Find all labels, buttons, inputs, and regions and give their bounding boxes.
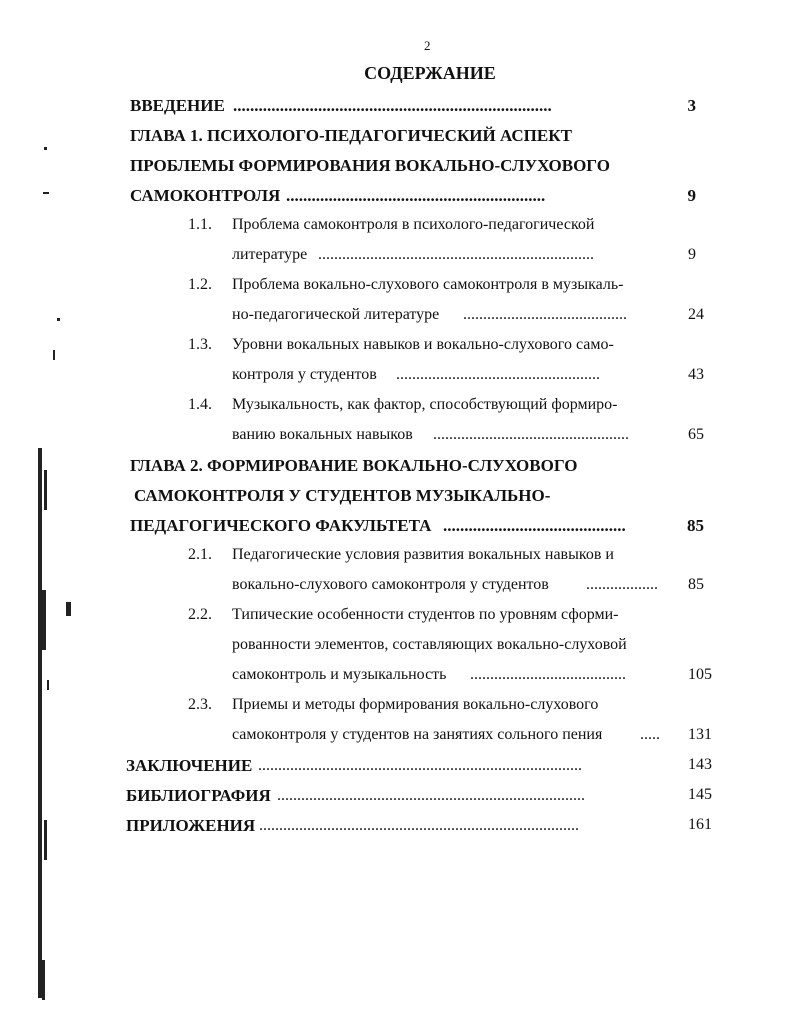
toc-chapter1-title-line1: ГЛАВА 1. ПСИХОЛОГО-ПЕДАГОГИЧЕСКИЙ АСПЕКТ: [130, 126, 572, 145]
toc-bibliography-page: 145: [688, 786, 712, 803]
toc-section-line1: Музыкальность, как фактор, способствующий формиро-: [232, 396, 618, 413]
toc-section-number: 1.3.: [188, 336, 212, 353]
toc-leader-dots: ...........................................................................: [233, 96, 552, 115]
toc-appendices-label: ПРИЛОЖЕНИЯ: [126, 816, 256, 835]
toc-section-page: 131: [688, 726, 712, 743]
scan-edge-artifacts: [0, 0, 90, 1027]
toc-section-line1: Проблема самоконтроля в психолого-педагогической: [232, 216, 595, 233]
toc-chapter1-title-line3: САМОКОНТРОЛЯ: [130, 186, 281, 205]
toc-section-number: 1.4.: [188, 396, 212, 413]
toc-leader-dots: .................................................................................: [258, 757, 582, 774]
toc-leader-dots: .................................................: [433, 426, 629, 443]
toc-section-page: 85: [688, 576, 704, 593]
toc-chapter1-title-line2: ПРОБЛЕМЫ ФОРМИРОВАНИЯ ВОКАЛЬНО-СЛУХОВОГО: [130, 156, 610, 175]
toc-section-page: 24: [688, 306, 704, 323]
toc-section-line2: контроля у студентов: [232, 366, 377, 383]
toc-appendices-page: 161: [688, 816, 712, 833]
toc-section-line3: самоконтроль и музыкальность: [232, 666, 447, 683]
toc-section-line1: Типические особенности студентов по уровням сформи-: [232, 606, 619, 623]
toc-chapter2-title-line3: ПЕДАГОГИЧЕСКОГО ФАКУЛЬТЕТА: [130, 516, 432, 535]
toc-section-line1: Уровни вокальных навыков и вокально-слухового само-: [232, 336, 614, 353]
toc-section-line1: Приемы и методы формирования вокально-слухового: [232, 696, 599, 713]
toc-section-line2: литературе: [232, 246, 308, 263]
toc-section-page: 9: [688, 246, 696, 263]
toc-section-line1: Педагогические условия развития вокальных навыков и: [232, 546, 614, 563]
toc-section-line1: Проблема вокально-слухового самоконтроля в музыкаль-: [232, 276, 624, 293]
toc-section-number: 2.1.: [188, 546, 212, 563]
toc-chapter2-title-line1: ГЛАВА 2. ФОРМИРОВАНИЕ ВОКАЛЬНО-СЛУХОВОГО: [130, 456, 578, 475]
toc-section-page: 105: [688, 666, 712, 683]
toc-chapter1-page: 9: [687, 186, 696, 205]
toc-leader-dots: .........................................: [463, 306, 627, 323]
toc-section-line2: самоконтроля у студентов на занятиях сольного пения: [232, 726, 603, 743]
toc-section-number: 1.2.: [188, 276, 212, 293]
toc-section-page: 43: [688, 366, 704, 383]
toc-leader-dots: .............................................................: [286, 186, 546, 205]
toc-section-number: 2.3.: [188, 696, 212, 713]
toc-conclusion-page: 143: [688, 756, 712, 773]
toc-intro-page: 3: [687, 96, 696, 115]
scan-specks: [38, 147, 71, 1000]
toc-leader-dots: ..................: [586, 576, 658, 593]
page-number: 2: [424, 38, 431, 53]
toc-chapter2-title-line2: САМОКОНТРОЛЯ У СТУДЕНТОВ МУЗЫКАЛЬНО-: [134, 486, 551, 505]
toc-leader-dots: .............................................................................: [277, 787, 585, 804]
toc-bibliography-label: БИБЛИОГРАФИЯ: [126, 786, 271, 805]
page-title: СОДЕРЖАНИЕ: [364, 63, 496, 83]
toc-section-line2: но-педагогической литературе: [232, 306, 440, 323]
toc-leader-dots: ...........................................: [443, 516, 626, 535]
toc-section-page: 65: [688, 426, 704, 443]
toc-section-line2: вокально-слухового самоконтроля у студентов: [232, 576, 549, 593]
toc-section-line2: ванию вокальных навыков: [232, 426, 413, 443]
toc-section-line2: рованности элементов, составляющих вокально-слуховой: [232, 636, 627, 653]
toc-conclusion-label: ЗАКЛЮЧЕНИЕ: [126, 756, 253, 775]
toc-section-number: 1.1.: [188, 216, 212, 233]
toc-leader-dots: .....: [640, 726, 660, 743]
toc-leader-dots: ................................................................................: [259, 817, 579, 834]
toc-intro-label: ВВЕДЕНИЕ: [130, 96, 225, 115]
toc-leader-dots: ...................................................: [396, 366, 600, 383]
toc-leader-dots: .....................................................................: [318, 246, 594, 263]
toc-leader-dots: .......................................: [470, 666, 626, 683]
toc-section-number: 2.2.: [188, 606, 212, 623]
toc-chapter2-page: 85: [687, 516, 704, 535]
